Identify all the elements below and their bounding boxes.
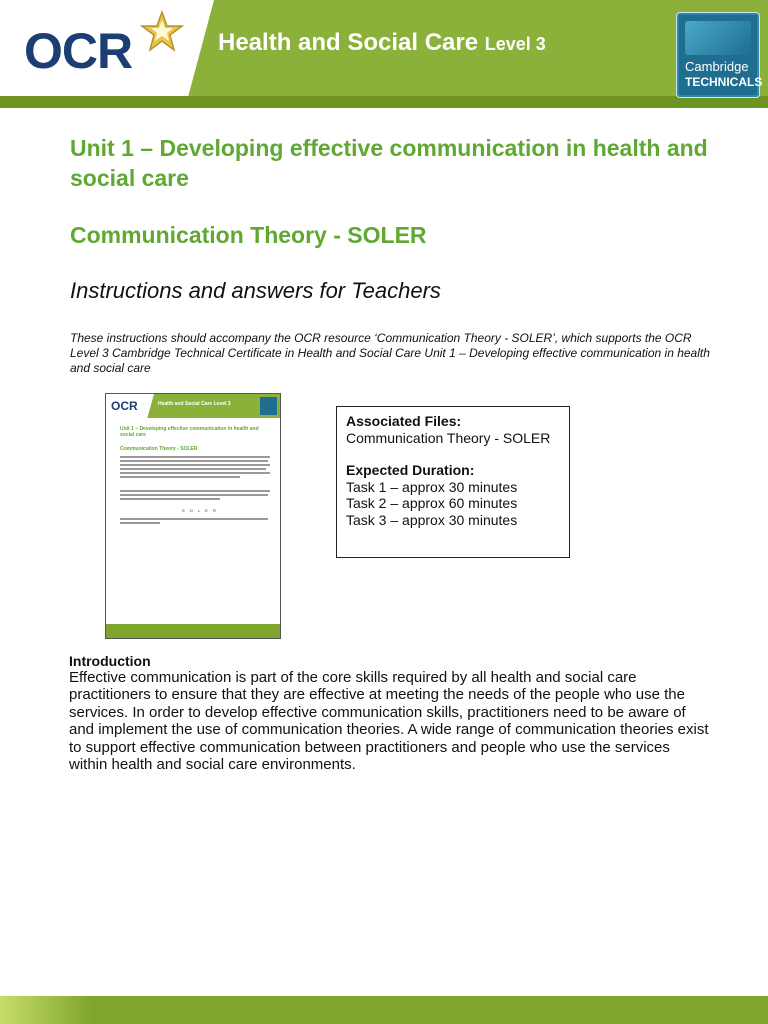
cambridge-technicals-badge	[676, 12, 763, 98]
thumb-text-line	[120, 468, 266, 470]
thumb-title: Health and Social Care Level 3	[158, 401, 231, 407]
thumb-text-line	[120, 490, 270, 492]
thumb-text-line	[120, 518, 268, 520]
introduction-body: Effective communication is part of the core skills required by all health and social care practitioners to ensure that they are effective at meeting the needs of the people who use the services. In order to develop effective communication skills, practitioners need to be aware of and implement the use of communication theories. A wide range of communication theories exist to support effective communication between practitioners and people who use the services within health and social care environments.	[69, 669, 709, 774]
header-band	[0, 0, 768, 108]
thumb-text-line	[120, 476, 240, 478]
thumb-text-line	[120, 464, 270, 466]
footer-band	[0, 996, 768, 1024]
resource-thumbnail	[105, 393, 281, 639]
thumb-text-line	[120, 472, 270, 474]
badge-cambridge: Cambridge	[685, 59, 749, 74]
badge-shine	[685, 21, 751, 55]
thumb-badge	[260, 397, 277, 415]
thumb-footer	[106, 624, 280, 638]
header-level: Level 3	[484, 34, 546, 54]
header-title-text: Health and Social Care	[218, 29, 479, 56]
intro-note: These instructions should accompany the OCR resource ‘Communication Theory - SOLER’, which supports the OCR Level 3 Cambridge Technical Certificate in Health and Social Care Unit 1 – Developing effective communication in health and social care	[70, 331, 710, 375]
unit-title: Unit 1 – Developing effective communication in health and social care	[70, 135, 708, 191]
task-duration: Task 1 – approx 30 minutes	[346, 478, 518, 495]
thumb-text-line	[120, 460, 268, 462]
task-duration: Task 3 – approx 30 minutes	[346, 511, 518, 528]
resource-subtitle: Communication Theory - SOLER	[70, 222, 427, 248]
thumb-text-line	[120, 522, 160, 524]
introduction-heading: Introduction	[69, 653, 151, 669]
thumb-subtitle: Communication Theory - SOLER	[120, 446, 198, 452]
info-box-content	[346, 413, 550, 528]
expected-duration-label: Expected Duration:	[346, 462, 475, 478]
thumb-unit: Unit 1 – Developing effective communication in health and social care	[120, 426, 259, 438]
associated-files-label: Associated Files:	[346, 413, 462, 429]
spacer	[346, 446, 550, 462]
thumb-soler: S O L E R	[182, 508, 218, 513]
header-divider	[0, 96, 768, 108]
instructions-heading: Instructions and answers for Teachers	[70, 278, 441, 303]
header-title	[218, 29, 546, 57]
associated-files-value: Communication Theory - SOLER	[346, 429, 551, 446]
thumb-text-line	[120, 456, 270, 458]
badge-technicals: TECHNICALS	[685, 75, 763, 89]
task-duration: Task 2 – approx 60 minutes	[346, 495, 518, 511]
thumb-ocr-logo: OCR	[111, 399, 138, 413]
info-box	[336, 406, 570, 558]
ocr-logo: OCR	[24, 23, 133, 79]
thumb-text-line	[120, 498, 220, 500]
star-icon	[140, 10, 184, 54]
thumb-text-line	[120, 494, 268, 496]
